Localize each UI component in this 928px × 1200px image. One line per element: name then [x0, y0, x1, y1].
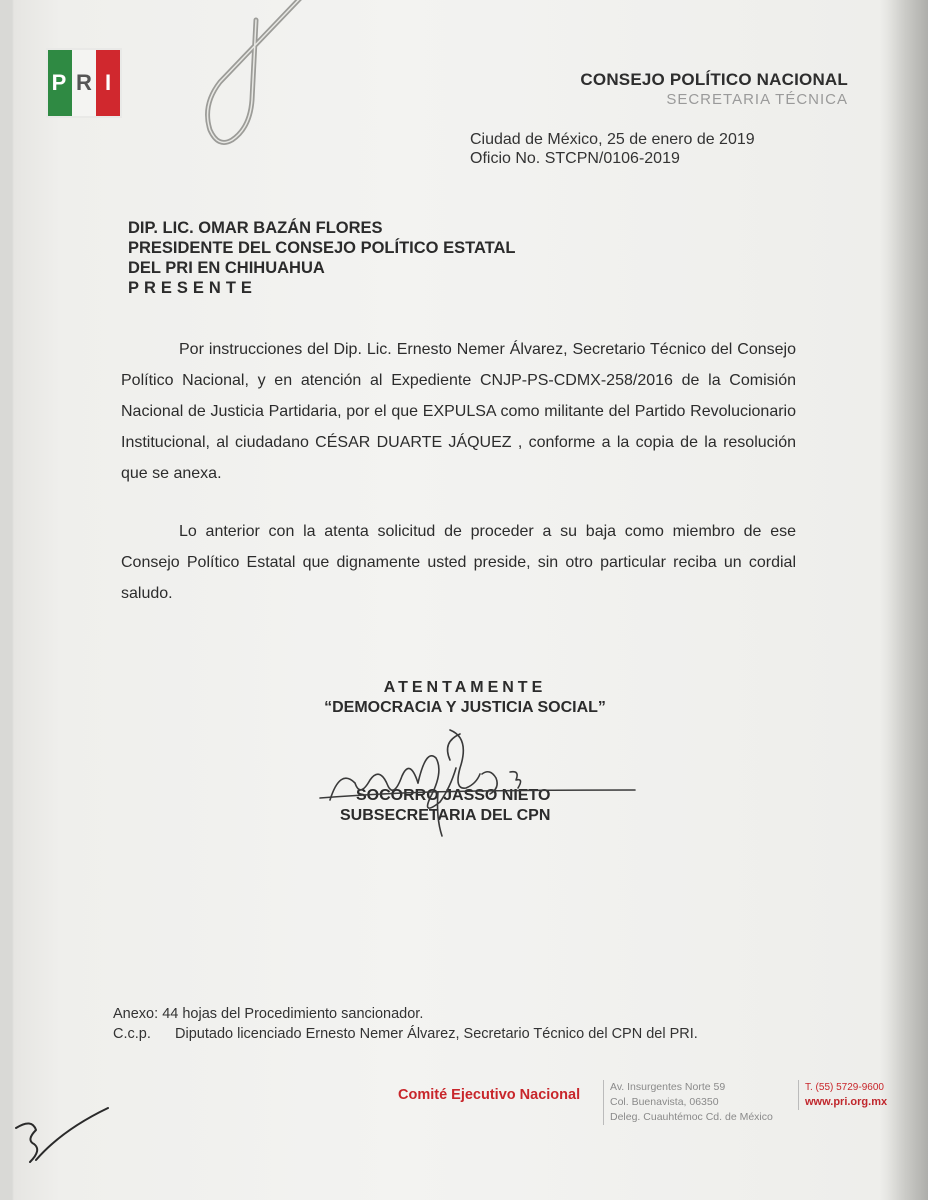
anexo-label: Anexo: [113, 1006, 159, 1022]
paper-clip-graphic [190, 0, 320, 160]
date-block [470, 130, 755, 168]
address-line-2: Col. Buenavista, 06350 [610, 1096, 719, 1108]
closing-block [300, 678, 630, 718]
org-header [580, 70, 848, 108]
pri-logo [46, 48, 122, 118]
anexo-line [113, 1004, 698, 1024]
annex-block [113, 1004, 698, 1044]
org-title: CONSEJO POLÍTICO NACIONAL [580, 70, 848, 89]
footer-contact [798, 1080, 887, 1110]
signer-role: SUBSECRETARIA DEL CPN [340, 807, 551, 824]
presente-label: PRESENTE [128, 279, 257, 297]
signer-name: SOCORRO JASSO NIETO [356, 787, 551, 804]
addressee-name: DIP. LIC. OMAR BAZÁN FLORES [128, 219, 383, 237]
footer-address [603, 1080, 800, 1125]
svg-text:P: P [51, 70, 67, 95]
body-paragraph-1 [121, 334, 796, 489]
paragraph-text: Por instrucciones del Dip. Lic. Ernesto Nemer Álvarez, Secretario Técnico del Consejo Político Nacional, y en atención al Expediente CNJP-PS-CDMX-258/2016 de la Comisión Nacional de Justicia Partidaria, por el que EXPULSA como militante del Partido Revolucionario Institucional, al ciudadano CÉSAR DUARTE JÁQUEZ , conforme a la copia de la resolución que se anexa. [121, 341, 796, 482]
org-subtitle: SECRETARIA TÉCNICA [666, 91, 848, 108]
website-link[interactable]: www.pri.org.mx [805, 1096, 888, 1108]
place-date: Ciudad de México, 25 de enero de 2019 [470, 131, 755, 148]
handwritten-corner-mark [12, 1100, 122, 1180]
handwritten-signature [310, 728, 650, 838]
addressee-org: DEL PRI EN CHIHUAHUA [128, 259, 325, 277]
svg-text:I: I [104, 70, 112, 95]
atentamente-label: ATENTAMENTE [383, 679, 547, 696]
anexo-text: 44 hojas del Procedimiento sancionador. [162, 1006, 424, 1022]
body-paragraph-2 [121, 516, 796, 609]
address-line-1: Av. Insurgentes Norte 59 [610, 1081, 726, 1093]
oficio-number: Oficio No. STCPN/0106-2019 [470, 150, 680, 167]
addressee-block [128, 218, 515, 298]
page-edge-shadow [888, 0, 928, 1200]
svg-text:R: R [76, 70, 92, 95]
ccp-label: C.c.p. [113, 1026, 151, 1042]
party-motto: “DEMOCRACIA Y JUSTICIA SOCIAL” [324, 699, 606, 716]
committee-name: Comité Ejecutivo Nacional [398, 1087, 581, 1103]
ccp-line [113, 1024, 698, 1044]
addressee-title: PRESIDENTE DEL CONSEJO POLÍTICO ESTATAL [128, 239, 516, 257]
phone-number: T. (55) 5729-9600 [805, 1082, 884, 1093]
address-line-3: Deleg. Cuauhtémoc Cd. de México [610, 1111, 773, 1123]
paragraph-text: Lo anterior con la atenta solicitud de proceder a su baja como miembro de ese Consejo Político Estatal que dignamente usted preside, sin otro particular reciba un cordial saludo. [121, 523, 796, 602]
ccp-text: Diputado licenciado Ernesto Nemer Álvarez, Secretario Técnico del CPN del PRI. [175, 1026, 698, 1042]
